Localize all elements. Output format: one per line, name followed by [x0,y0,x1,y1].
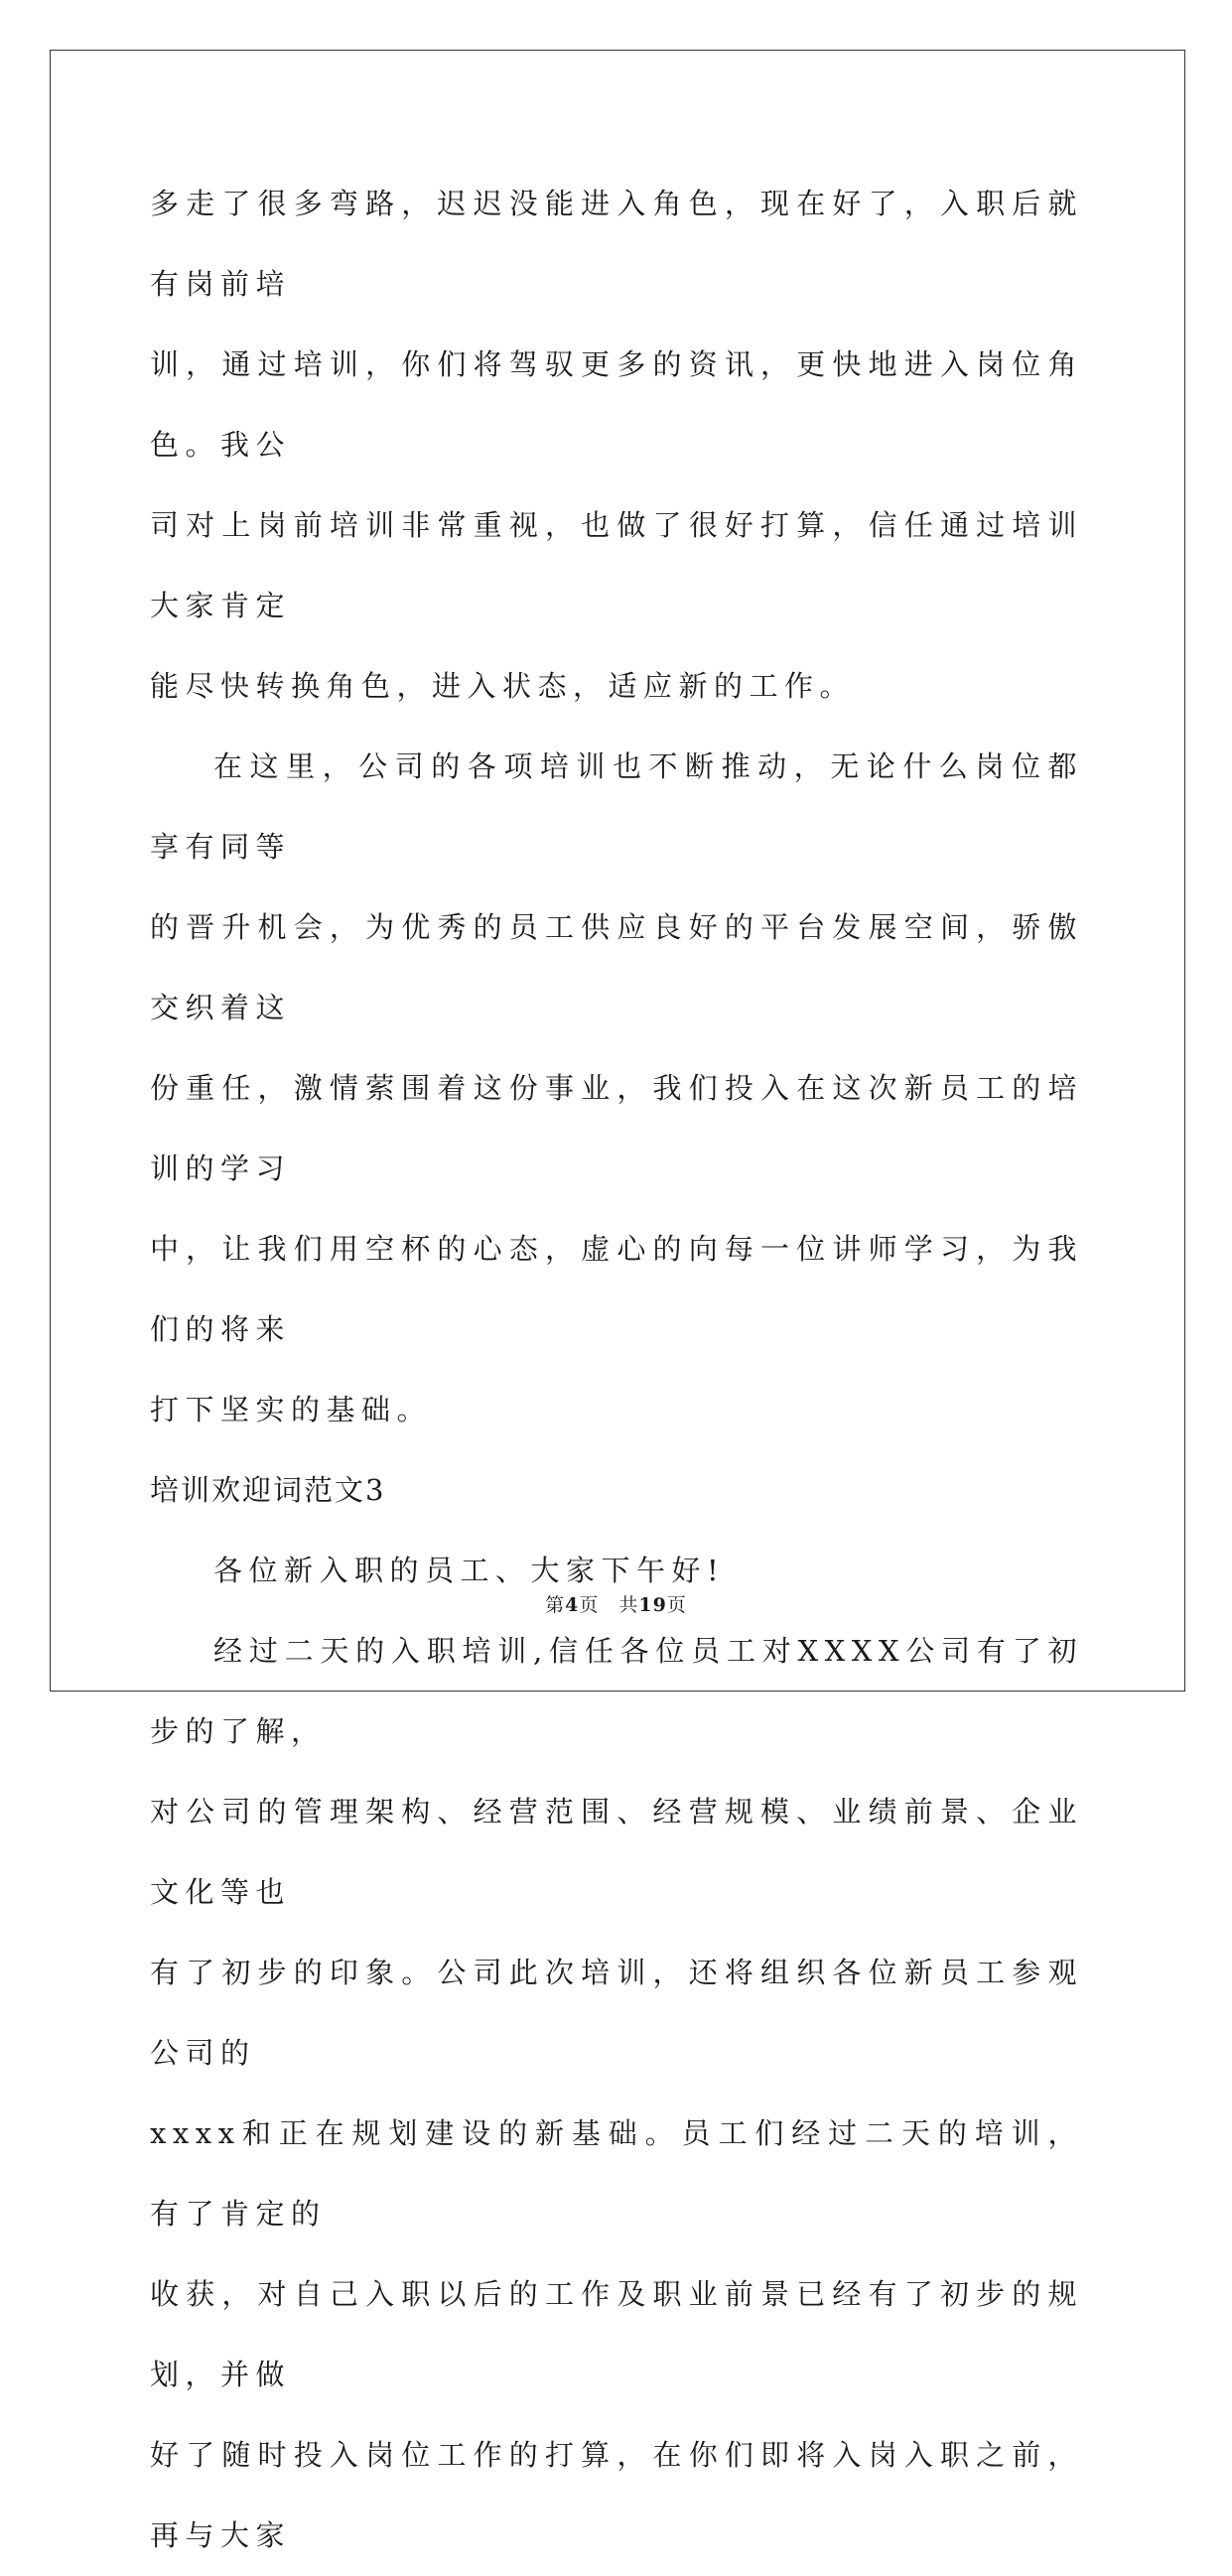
section-heading: 培训欢迎词范文3 [150,1473,386,1507]
text-line-2: 训，通过培训，你们将驾驭更多的资讯，更快地进入岗位角色。我公 [150,347,1083,462]
text-line-7: 份重任，激情萦围着这份事业，我们投入在这次新员工的培训的学习 [150,1071,1083,1185]
text-line-8: 中，让我们用空杯的心态，虚心的向每一位讲师学习，为我们的将来 [150,1232,1083,1346]
text-line-1: 多走了很多弯路，迟迟没能进入角色，现在好了，入职后就有岗前培 [150,187,1083,301]
text-line-14: 有了初步的印象。公司此次培训，还将组织各位新员工参观公司的 [150,1956,1083,2070]
text-line-13: 对公司的管理架构、经营范围、经营规模、业绩前景、企业文化等也 [150,1795,1083,1909]
page-footer [0,1590,1232,1617]
text-line-15: xxxx和正在规划建设的新基础。员工们经过二天的培训，有了肯定的 [150,2116,1083,2231]
footer-page-suffix: 页 [579,1594,600,1616]
text-line-16: 收获，对自己入职以后的工作及职业前景已经有了初步的规划，并做 [150,2277,1083,2391]
text-line-9: 打下坚实的基础。 [150,1393,433,1426]
footer-total-pages: 19 [638,1594,667,1616]
text-line-6: 的晋升机会，为优秀的员工供应良好的平台发展空间，骄傲交织着这 [150,910,1083,1024]
text-line-4: 能尽快转换角色，进入状态，适应新的工作。 [150,669,856,703]
text-line-17: 好了随时投入岗位工作的打算，在你们即将入岗入职之前，再与大家 [150,2438,1083,2552]
text-line-5: 在这里，公司的各项培训也不断推动，无论什么岗位都享有同等 [150,749,1083,864]
document-body [150,164,1083,2576]
text-line-12: 经过二天的入职培训,信任各位员工对XXXX公司有了初步的了解， [150,1634,1083,1748]
text-line-11: 各位新入职的员工、大家下午好! [213,1554,726,1587]
text-line-3: 司对上岗前培训非常重视，也做了很好打算，信任通过培训大家肯定 [150,508,1083,622]
footer-total-prefix: 共 [618,1594,639,1616]
footer-page-number: 4 [565,1594,580,1616]
footer-total-suffix: 页 [666,1594,687,1616]
footer-prefix: 第 [545,1594,566,1616]
